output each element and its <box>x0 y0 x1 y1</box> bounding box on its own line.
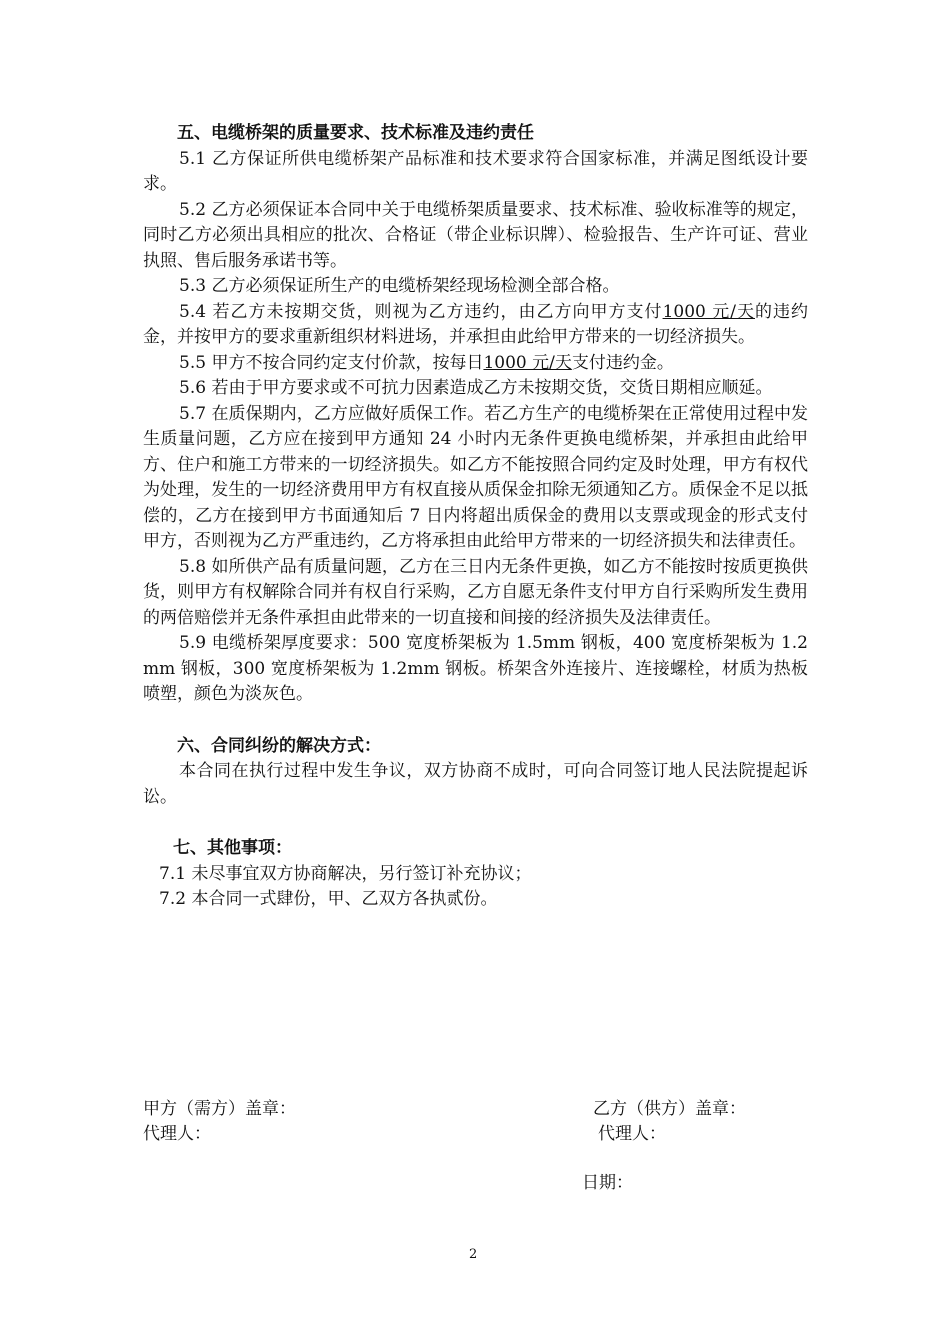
clause-5-7: 5.7 在质保期内，乙方应做好质保工作。若乙方生产的电缆桥架在正常使用过程中发生质量问题，乙方应在接到甲方通知 24 小时内无条件更换电缆桥架，并承担由此给甲方、住户和施工方带来的一切经济损失。如乙方不能按照合同约定及时处理，甲方有权代为处理，发生的一切经济费用甲方有权直接从质保金扣除无须通知乙方。质保金不足以抵偿的，乙方在接到甲方书面通知后 7 日内将超出质保金的费用以支票或现金的形式支付甲方，否则视为乙方严重违约，乙方将承担由此给甲方带来的一切经济损失和法律责任。 <box>143 403 808 551</box>
clause-5-4-text-b: 的违约金，并按甲方的要求重新组织材料进场，并承担由此给甲方带来的一切经济损失。 <box>143 301 808 347</box>
late-payment-amount: 1000 元/天 <box>483 352 572 373</box>
contract-body <box>143 121 808 913</box>
clause-5-8: 5.8 如所供产品有质量问题，乙方在三日内无条件更换，如乙方不能按时按质更换供货，则甲方有权解除合同并有权自行采购，乙方自愿无条件支付甲方自行采购所发生费用的两倍赔偿并无条件承担由此带来的一切直接和间接的经济损失及法律责任。 <box>143 556 808 628</box>
clause-5-1: 5.1 乙方保证所供电缆桥架产品标准和技术要求符合国家标准，并满足图纸设计要求。 <box>143 148 808 194</box>
clause-5-5 <box>143 351 808 377</box>
penalty-amount: 1000 元/天 <box>662 301 755 322</box>
clause-5-5-text-b: 支付违约金。 <box>571 352 674 373</box>
section-5-heading: 五、电缆桥架的质量要求、技术标准及违约责任 <box>177 123 534 143</box>
party-b-seal-label: 乙方（供方）盖章： <box>593 1099 746 1119</box>
clause-5-2: 5.2 乙方必须保证本合同中关于电缆桥架质量要求、技术标准、验收标准等的规定，同时乙方必须出具相应的批次、合格证（带企业标识牌）、检验报告、生产许可证、营业执照、售后服务承诺书等。 <box>143 199 808 271</box>
party-a-seal-label: 甲方（需方）盖章： <box>143 1099 296 1119</box>
section-7-heading: 七、其他事项： <box>173 838 292 858</box>
clause-5-5-text-a: 5.5 甲方不按合同约定支付价款，按每日 <box>179 352 484 373</box>
page-number: 2 <box>469 1247 478 1262</box>
clause-5-6: 5.6 若由于甲方要求或不可抗力因素造成乙方未按期交货，交货日期相应顺延。 <box>179 378 773 398</box>
clause-5-4-text-a: 5.4 若乙方未按期交货，则视为乙方违约，由乙方向甲方支付 <box>179 301 663 322</box>
dispute-resolution-text: 本合同在执行过程中发生争议，双方协商不成时，可向合同签订地人民法院提起诉讼。 <box>143 761 808 807</box>
clause-5-3: 5.3 乙方必须保证所生产的电缆桥架经现场检测全部合格。 <box>179 276 620 296</box>
clause-7-2: 7.2 本合同一式肆份，甲、乙双方各执贰份。 <box>159 889 498 909</box>
party-b-agent-label: 代理人： <box>598 1124 666 1144</box>
spacer <box>143 810 808 836</box>
party-a-agent-label: 代理人： <box>143 1124 211 1144</box>
spacer <box>143 708 808 734</box>
date-label: 日期： <box>582 1173 633 1193</box>
clause-7-1: 7.1 未尽事宜双方协商解决，另行签订补充协议； <box>159 863 532 884</box>
clause-5-4 <box>143 300 808 351</box>
section-6-heading: 六、合同纠纷的解决方式： <box>177 735 381 756</box>
clause-5-9: 5.9 电缆桥架厚度要求：500 宽度桥架板为 1.5mm 钢板，400 宽度桥架板为 1.2mm 钢板，300 宽度桥架板为 1.2mm 钢板。桥架含外连接片、连接螺栓，材质为热板喷塑，颜色为淡灰色。 <box>143 633 808 704</box>
